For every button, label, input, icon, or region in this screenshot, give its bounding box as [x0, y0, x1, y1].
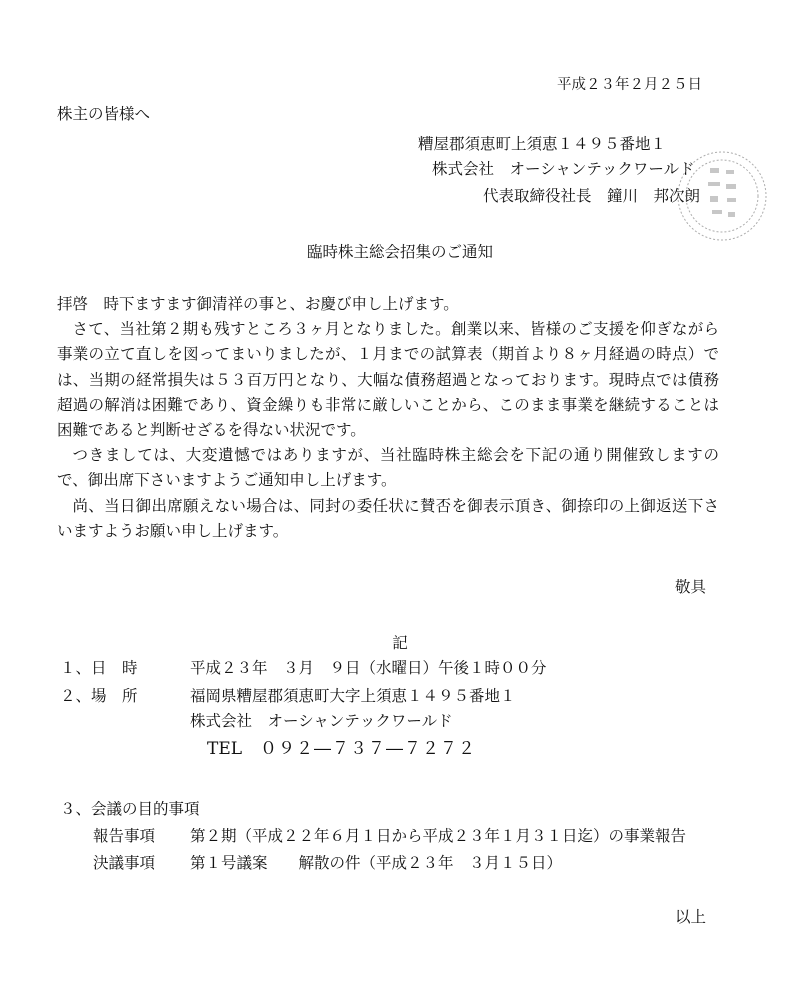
sender-company: 株式会社 オーシャンテックワールド — [432, 160, 695, 178]
notice-heading-ki: 記 — [392, 634, 408, 652]
item-datetime-value: 平成２３年 ３月 ９日（水曜日）午後１時００分 — [190, 659, 547, 677]
end-mark: 以上 — [674, 908, 706, 926]
item-venue-label: ２、場 所 — [60, 687, 138, 705]
sender-address: 糟屋郡須恵町上須恵１４９５番地１ — [418, 135, 667, 153]
section3-heading: ３、会議の目的事項 — [60, 800, 200, 818]
item-venue-value: 福岡県糟屋郡須恵町大字上須恵１４９５番地１ — [190, 687, 516, 705]
report-matter-label: 報告事項 — [93, 827, 156, 845]
greeting-paragraph: 拝啓 時下ますます御清祥の事と、お慶び申し上げます。 — [57, 295, 459, 313]
letter-body — [57, 292, 719, 544]
document-title: 臨時株主総会招集のご通知 — [306, 243, 493, 261]
resolution-matter-value: 第１号議案 解散の件（平成２３年 ３月１５日） — [190, 854, 563, 872]
resolution-matter-label: 決議事項 — [93, 854, 156, 872]
document-date: 平成２３年２月２５日 — [557, 77, 702, 93]
tel-label: TEL — [207, 739, 243, 759]
item-datetime-label: １、日 時 — [60, 659, 138, 677]
body-paragraph: さて、当社第２期も残すところ３ヶ月となりました。創業以来、皆様のご支援を仰ぎながら事業の立て直しを図ってまいりましたが、１月までの試算表（期首より８ヶ月経過の時点）では、当期の経常損失は５３百万円となり、大幅な債務超過となっております。現時点では債務超過の解消は困難であり、資金繰りも非常に厳しいことから、このまま事業を継続することは困難であると判断せざるを得ない状況です。 — [57, 320, 719, 440]
tel-number: ０９２―７３７―７２７２ — [260, 739, 477, 759]
report-matter-value: 第２期（平成２２年６月１日から平成２３年１月３１日迄）の事業報告 — [190, 827, 687, 845]
body-paragraph: 尚、当日御出席願えない場合は、同封の委任状に賛否を御表示頂き、御捺印の上御返送下さいますようお願い申し上げます。 — [57, 496, 719, 540]
sender-representative: 代表取締役社長 鐘川 邦次朗 — [483, 187, 701, 205]
company-seal-stamp — [670, 148, 770, 246]
venue-company: 株式会社 オーシャンテックワールド — [190, 712, 453, 730]
body-paragraph: つきましては、大変遺憾ではありますが、当社臨時株主総会を下記の通り開催致しますので、御出席下さいますようご通知申し上げます。 — [57, 446, 719, 490]
closing-word: 敬具 — [674, 578, 706, 596]
addressee: 株主の皆様へ — [57, 105, 151, 123]
telephone-line — [207, 741, 476, 758]
